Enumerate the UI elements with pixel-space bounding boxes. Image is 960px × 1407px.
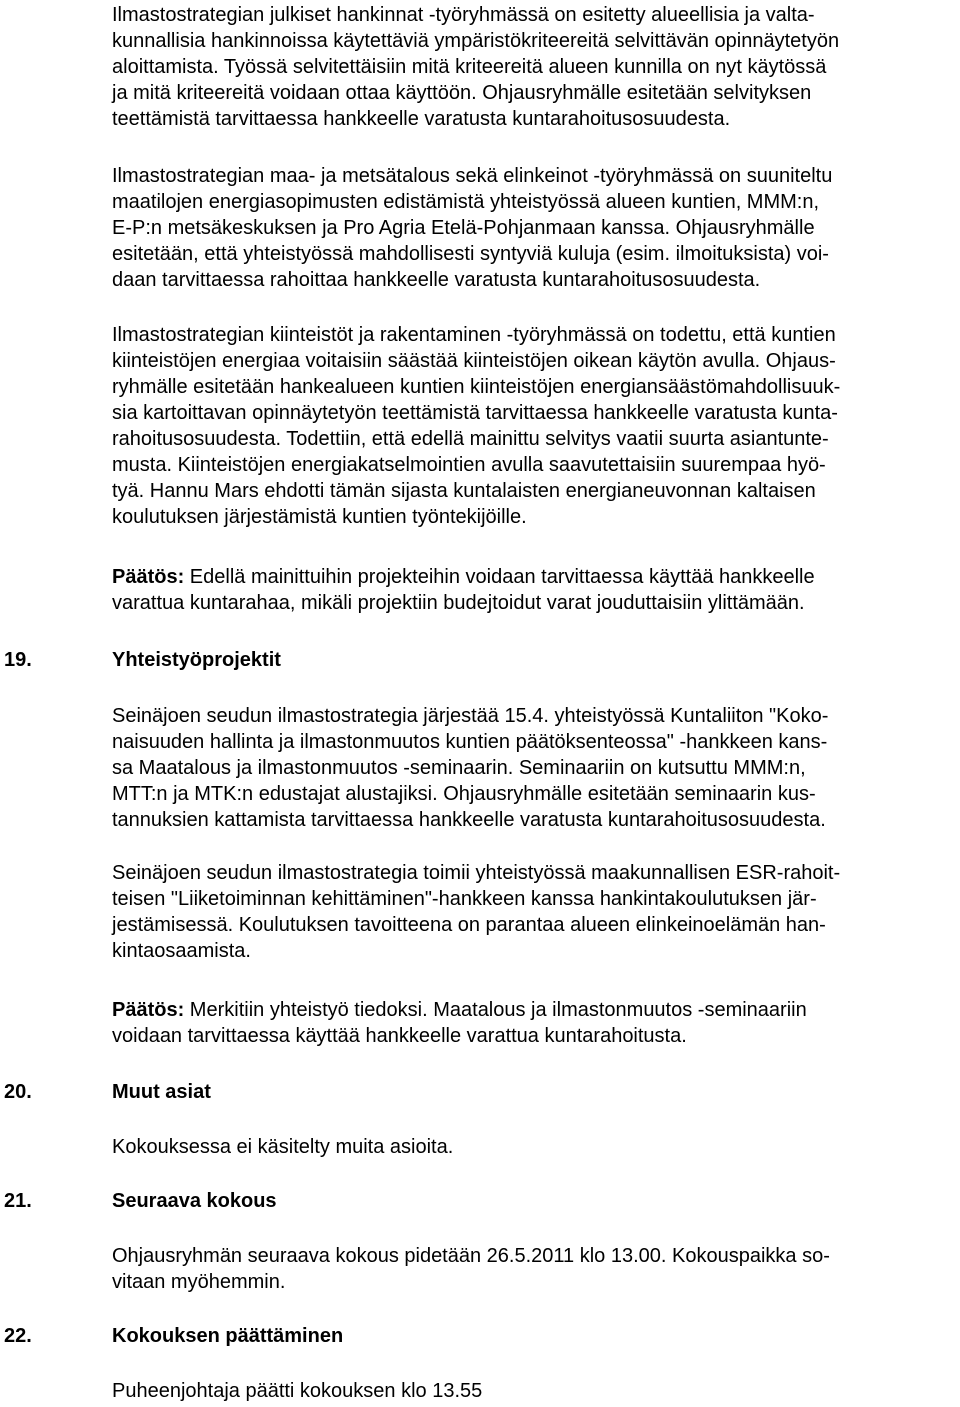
- section-heading-19: [0, 647, 940, 673]
- text-line: sa Maatalous ja ilmastonmuutos -seminaarin. Seminaariin on kutsuttu MMM:n,: [112, 757, 806, 779]
- text-line: Puheenjohtaja päätti kokouksen klo 13.55: [112, 1380, 483, 1402]
- decision-paragraph: [112, 997, 952, 1049]
- text-line: teettämistä tarvittaessa hankkeelle varatusta kuntarahoitusosuudesta.: [112, 108, 731, 130]
- text-line: ryhmälle esitetään hankealueen kuntien kiinteistöjen energiansäästömahdollisuuk-: [112, 376, 841, 398]
- section-number: 20.: [4, 1081, 32, 1103]
- decision-line: [112, 997, 952, 1023]
- section-number: 19.: [4, 649, 32, 671]
- text-line: maatilojen energiasopimusten edistämistä yhteistyössä alueen kuntien, MMM:n,: [112, 191, 820, 213]
- text-line: Ilmastostrategian kiinteistöt ja rakentaminen -työryhmässä on todettu, että kuntien: [112, 324, 836, 346]
- decision-paragraph: [112, 564, 952, 616]
- decision-label: Päätös:: [112, 566, 185, 588]
- decision-line: [112, 564, 952, 590]
- text-line: kunnallisia hankinnoissa käytettäviä ympäristökriteereitä selvittävän opinnäytetyön: [112, 30, 840, 52]
- section-heading-21: [0, 1188, 940, 1214]
- text-line: Seinäjoen seudun ilmastostrategia järjestää 15.4. yhteistyössä Kuntaliiton "Koko-: [112, 705, 829, 727]
- paragraph-esr-cooperation: [112, 860, 952, 964]
- paragraph-next-meeting: [112, 1243, 952, 1295]
- text-line: sia kartoittavan opinnäytetyön teettämistä tarvittaessa hankkeelle varatusta kunta-: [112, 402, 838, 424]
- text-line: jestämisessä. Koulutuksen tavoitteena on parantaa alueen elinkeinoelämän han-: [112, 914, 826, 936]
- section-number: 22.: [4, 1325, 32, 1347]
- section-number: 21.: [4, 1190, 32, 1212]
- text-line: Ilmastostrategian maa- ja metsätalous sekä elinkeinot -työryhmässä on suuniteltu: [112, 165, 833, 187]
- section-title: Seuraava kokous: [112, 1190, 277, 1212]
- text-line: Kokouksessa ei käsitelty muita asioita.: [112, 1136, 454, 1158]
- text-line: kintaosaamista.: [112, 940, 251, 962]
- text-line: E-P:n metsäkeskuksen ja Pro Agria Etelä-Pohjanmaan kanssa. Ohjausryhmälle: [112, 217, 815, 239]
- paragraph-public-procurement: [112, 2, 952, 132]
- paragraph-agriculture-forestry: [112, 163, 952, 293]
- section-heading-22: [0, 1323, 940, 1349]
- text-line: MTT:n ja MTK:n edustajat alustajiksi. Ohjausryhmälle esitetään seminaarin kus-: [112, 783, 816, 805]
- text-line: varattua kuntarahaa, mikäli projektiin budejtoidut varat jouduttaisiin ylittämään.: [112, 592, 805, 614]
- paragraph-meeting-closing: [112, 1378, 952, 1404]
- text-line: tyä. Hannu Mars ehdotti tämän sijasta kuntalaisten energianeuvonnan kaltaisen: [112, 480, 816, 502]
- text-line: esitetään, että yhteistyössä mahdollisesti syntyviä kuluja (esim. ilmoituksista) voi-: [112, 243, 829, 265]
- text-line: musta. Kiinteistöjen energiakatselmointien avulla saavutettaisiin suurempaa hyö-: [112, 454, 826, 476]
- text-line: Ilmastostrategian julkiset hankinnat -työryhmässä on esitetty alueellisia ja valta-: [112, 4, 815, 26]
- text-line: ja mitä kriteereitä voidaan ottaa käyttöön. Ohjausryhmälle esitetään selvityksen: [112, 82, 812, 104]
- text-line: daan tarvittaessa rahoittaa hankkeelle varatusta kuntarahoitusosuudesta.: [112, 269, 761, 291]
- section-title: Muut asiat: [112, 1081, 211, 1103]
- text-line: naisuuden hallinta ja ilmastonmuutos kuntien päätöksenteossa" -hankkeen kans-: [112, 731, 828, 753]
- paragraph-other-matters: [112, 1134, 952, 1160]
- decision-label: Päätös:: [112, 999, 185, 1021]
- decision-text: Merkitiin yhteistyö tiedoksi. Maatalous ja ilmastonmuutos -seminaariin: [184, 999, 807, 1021]
- text-line: rahoitusosuudesta. Todettiin, että edellä mainittu selvitys vaatii suurta asiantunte-: [112, 428, 829, 450]
- section-title: Kokouksen päättäminen: [112, 1325, 344, 1347]
- section-title: Yhteistyöprojektit: [112, 649, 281, 671]
- text-line: Ohjausryhmän seuraava kokous pidetään 26.5.2011 klo 13.00. Kokouspaikka so-: [112, 1245, 830, 1267]
- text-line: voidaan tarvittaessa käyttää hankkeelle varattua kuntarahoitusta.: [112, 1025, 687, 1047]
- text-line: Seinäjoen seudun ilmastostrategia toimii yhteistyössä maakunnallisen ESR-rahoit-: [112, 862, 841, 884]
- paragraph-real-estate-construction: [112, 322, 952, 530]
- text-line: aloittamista. Työssä selvitettäisiin mitä kriteereitä alueen kunnilla on nyt käytössä: [112, 56, 827, 78]
- paragraph-seminar: [112, 703, 952, 833]
- text-line: koulutuksen järjestämistä kuntien työntekijöille.: [112, 506, 527, 528]
- text-line: tannuksien kattamista tarvittaessa hankkeelle varatusta kuntarahoitusosuudesta.: [112, 809, 826, 831]
- text-line: kiinteistöjen energiaa voitaisiin säästää kiinteistöjen oikean käytön avulla. Ohjaus-: [112, 350, 836, 372]
- text-line: teisen "Liiketoiminnan kehittäminen"-hankkeen kanssa hankintakoulutuksen jär-: [112, 888, 817, 910]
- text-line: vitaan myöhemmin.: [112, 1271, 286, 1293]
- decision-text: Edellä mainittuihin projekteihin voidaan tarvittaessa käyttää hankkeelle: [184, 566, 815, 588]
- section-heading-20: [0, 1079, 940, 1105]
